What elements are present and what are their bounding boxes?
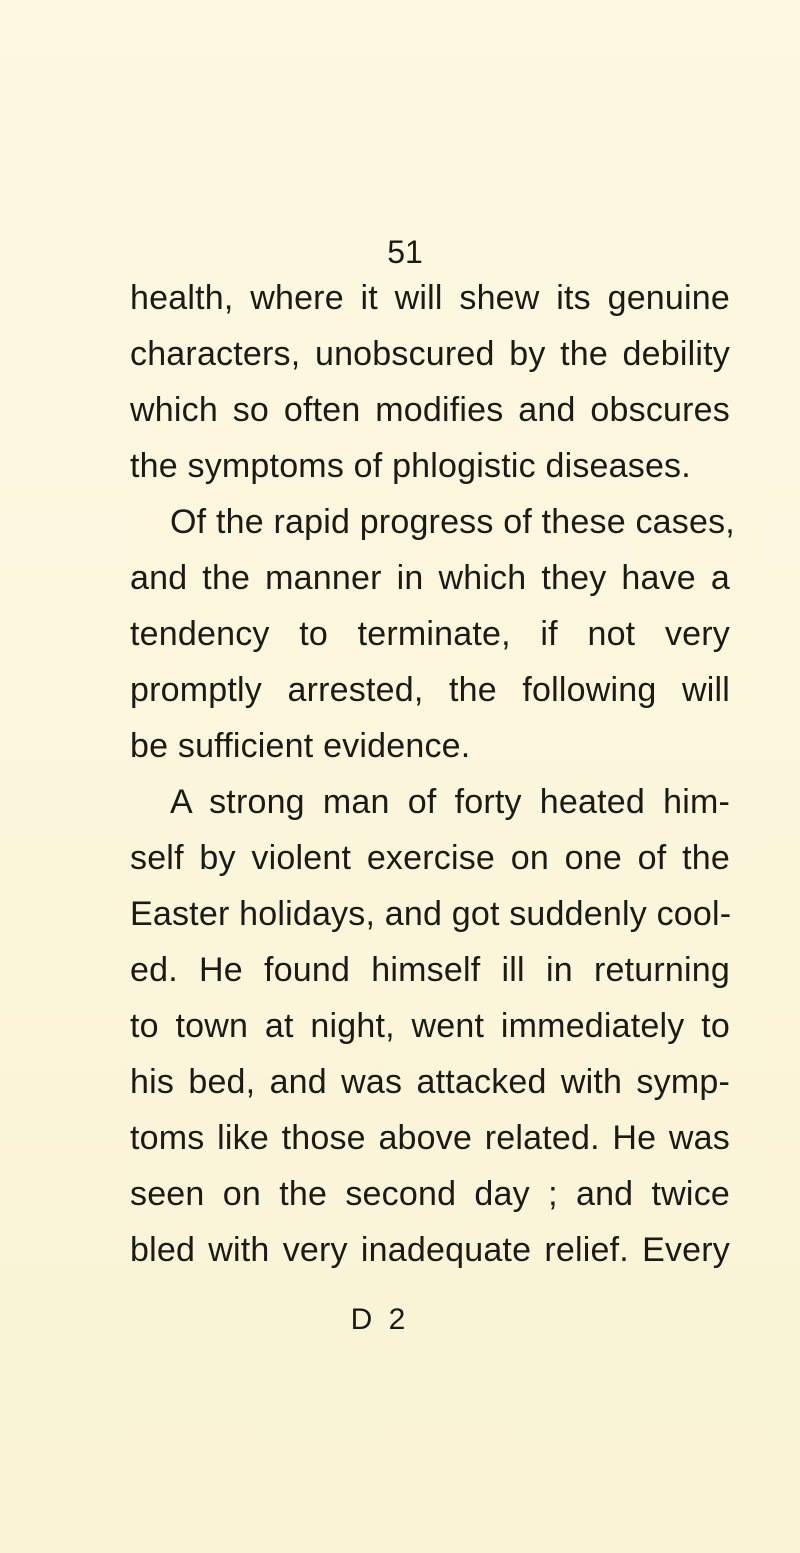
text-line: his bed, and was attacked with symp- <box>130 1063 730 1101</box>
text-line: toms like those above related. He was <box>130 1119 730 1157</box>
text-line: characters, unobscured by the debility <box>130 335 730 373</box>
text-line: ed. He found himself ill in returning <box>130 951 730 989</box>
signature-mark: D 2 <box>350 1303 410 1336</box>
text-line: A strong man of forty heated him- <box>170 783 730 821</box>
body-text <box>130 270 735 1278</box>
text-line: the symptoms of phlogistic diseases. <box>130 447 691 485</box>
text-line: which so often modifies and obscures <box>130 391 730 429</box>
text-line: health, where it will shew its genuine <box>130 279 730 317</box>
text-line: self by violent exercise on one of the <box>130 839 730 877</box>
text-line: bled with very inadequate relief. Every <box>130 1231 730 1269</box>
text-line: to town at night, went immediately to <box>130 1007 730 1045</box>
text-line: Of the rapid progress of these cases, <box>170 503 735 541</box>
text-line: and the manner in which they have a <box>130 559 730 597</box>
page-number: 51 <box>387 234 423 270</box>
text-line: seen on the second day ; and twice <box>130 1175 730 1213</box>
text-line: be sufficient evidence. <box>130 727 471 765</box>
text-line: Easter holidays, and got suddenly cool- <box>130 895 732 933</box>
text-line: promptly arrested, the following will <box>130 671 730 709</box>
text-line: tendency to terminate, if not very <box>130 615 730 653</box>
